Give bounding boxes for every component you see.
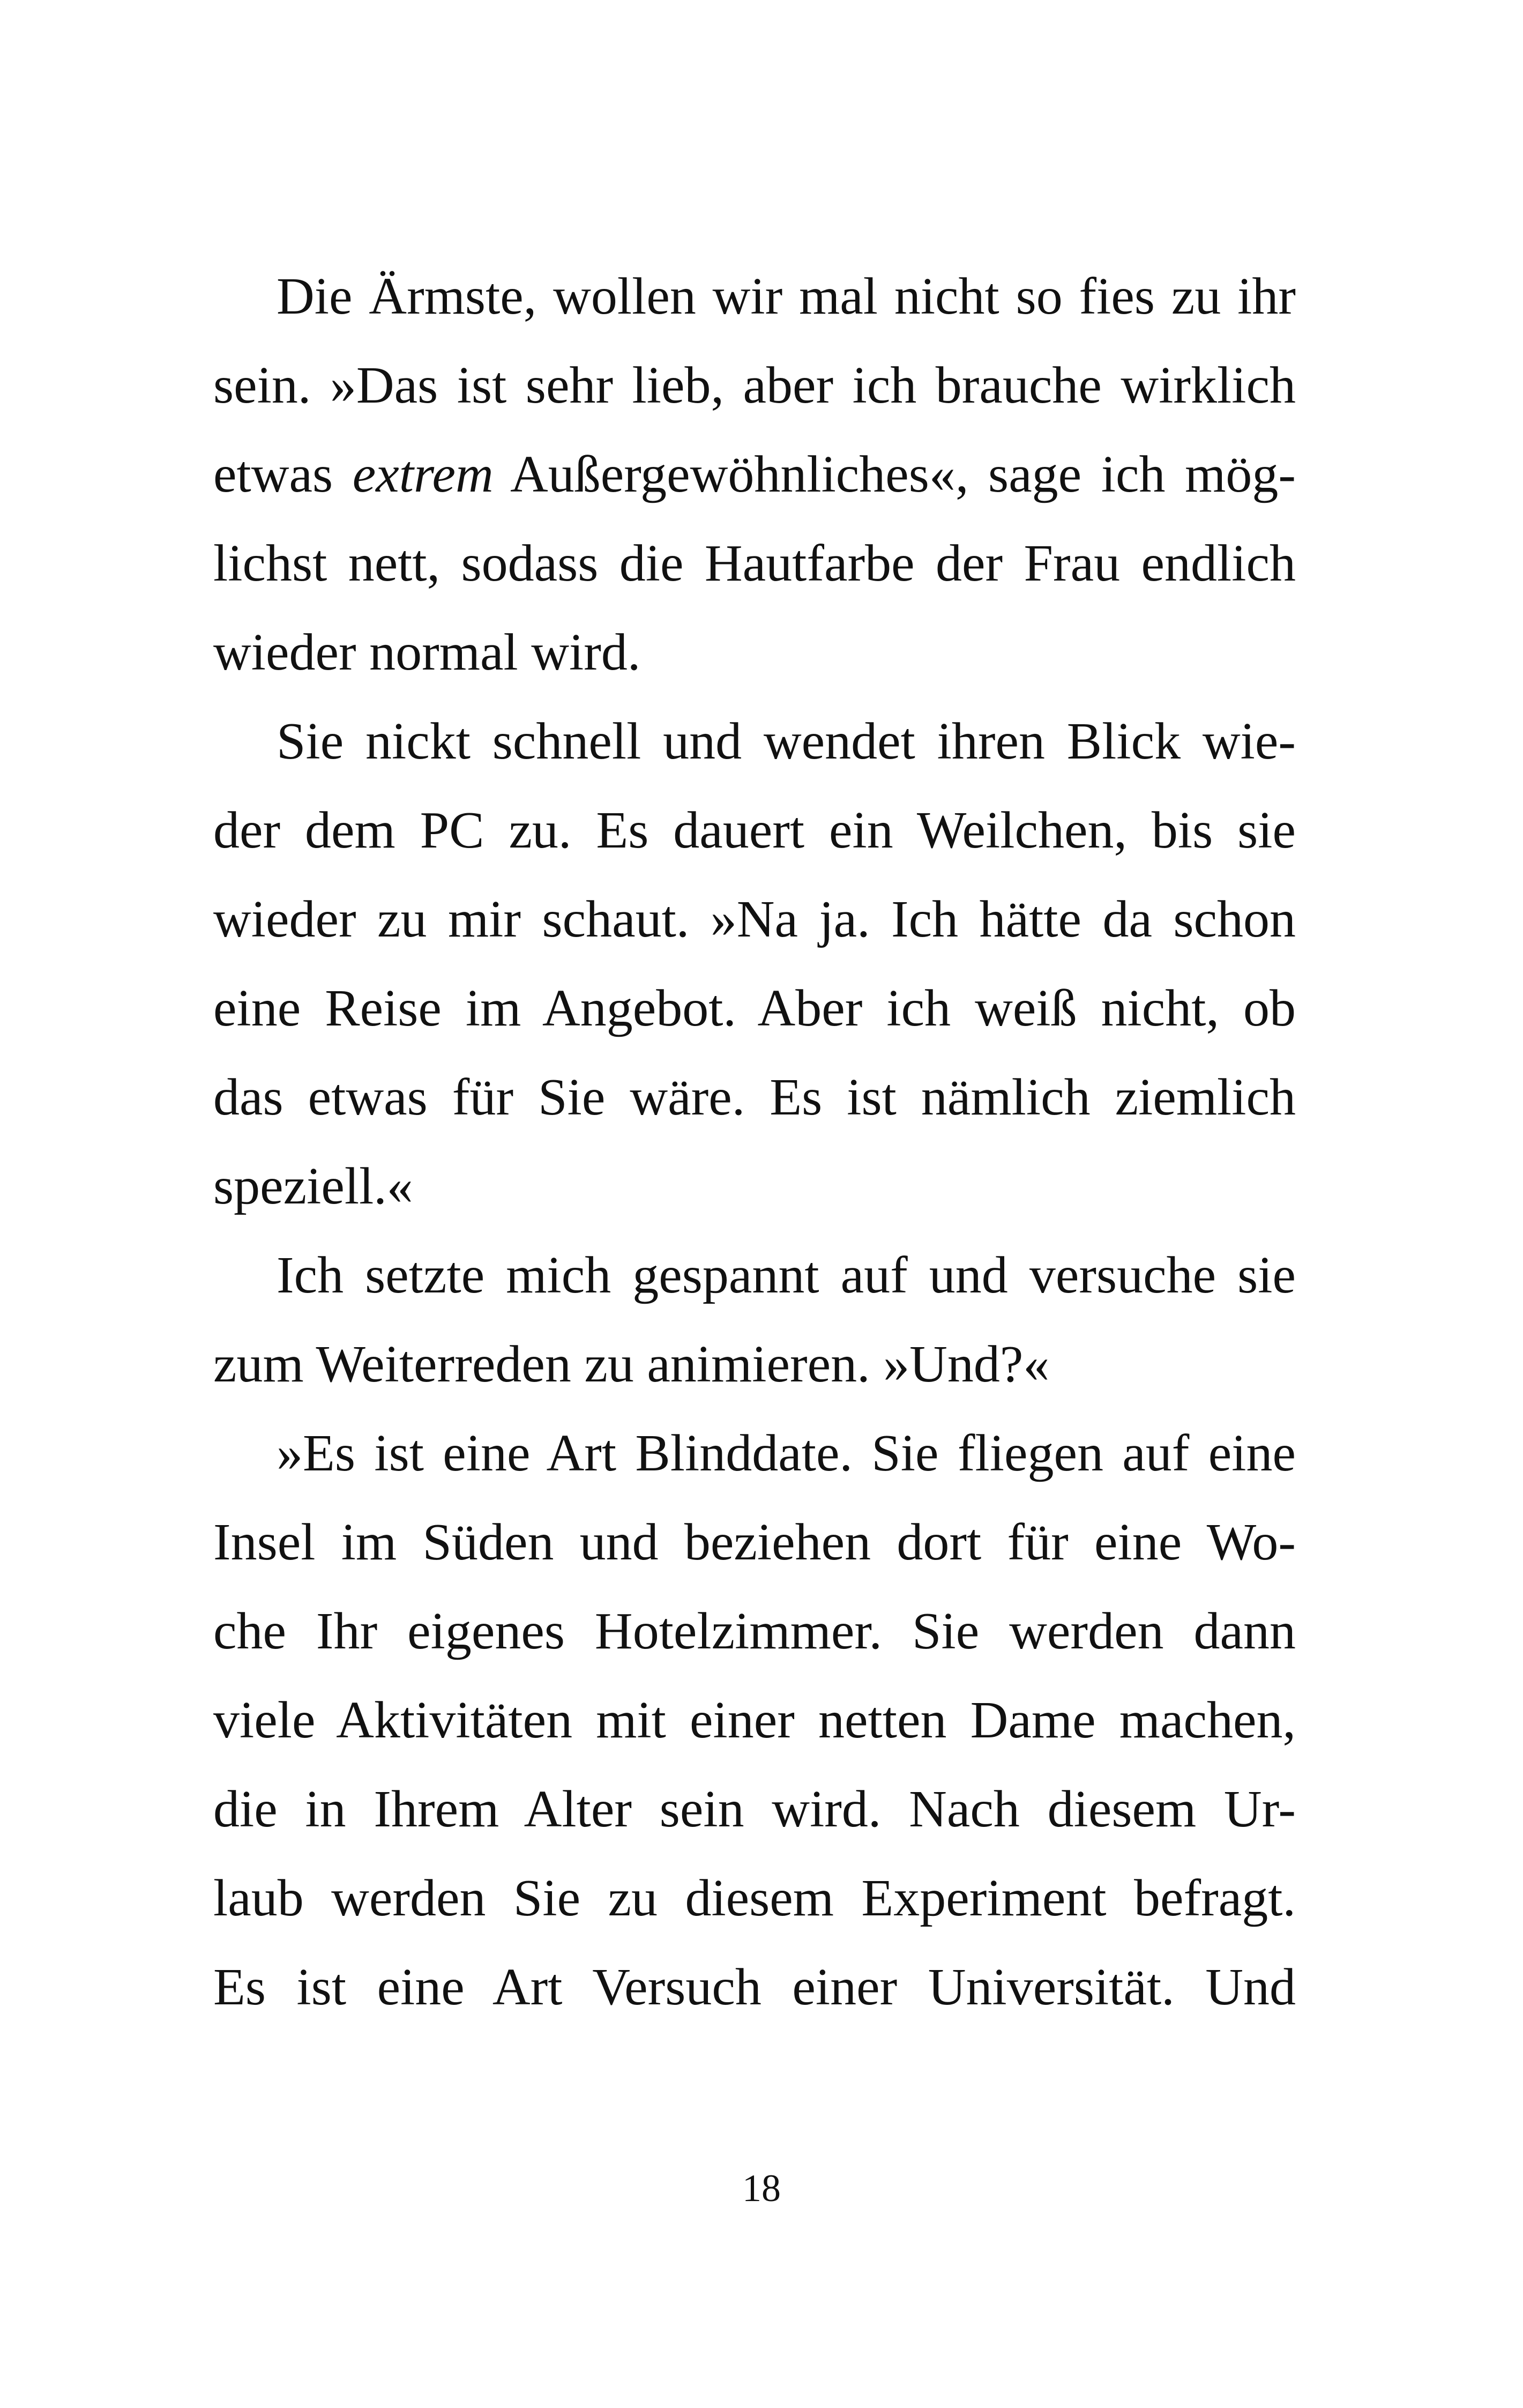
text-line: Insel im Süden und beziehen dort für eine Wo- [213,1513,1296,1571]
text-line: das etwas für Sie wäre. Es ist nämlich ziemlich [213,1068,1296,1126]
text-line [213,430,1296,519]
text-line: wieder zu mir schaut. »Na ja. Ich hätte da schon [213,890,1296,948]
text-line: viele Aktivitäten mit einer netten Dame machen, [213,1691,1296,1749]
text-line: Ich setzte mich gespannt auf und versuche sie [277,1246,1296,1304]
text-line: che Ihr eigenes Hotelzimmer. Sie werden dann [213,1602,1296,1660]
text-line: zum Weiterreden zu animieren. »Und?« [213,1335,1050,1393]
emphasized-word: extrem [352,445,494,503]
text-segment: Außergewöhnliches«, sage ich mög- [493,445,1296,503]
text-line: Die Ärmste, wollen wir mal nicht so fies zu ihr [277,267,1296,325]
text-line: eine Reise im Angebot. Aber ich weiß nicht, ob [213,979,1296,1037]
text-line: laub werden Sie zu diesem Experiment befragt. [213,1869,1296,1927]
text-line: die in Ihrem Alter sein wird. Nach diesem Ur- [213,1780,1296,1838]
text-line: Sie nickt schnell und wendet ihren Blick wie- [277,712,1296,770]
text-line: lichst nett, sodass die Hautfarbe der Frau endlich [213,534,1296,592]
text-line: Es ist eine Art Versuch einer Universität. Und [213,1958,1296,2016]
text-line: der dem PC zu. Es dauert ein Weilchen, bis sie [213,801,1296,859]
text-segment: etwas [213,445,353,503]
text-line: »Es ist eine Art Blinddate. Sie fliegen auf eine [277,1424,1296,1482]
body-text [213,252,1296,2032]
text-line: sein. »Das ist sehr lieb, aber ich brauche wirklich [213,356,1296,414]
text-line: wieder normal wird. [213,623,641,681]
text-line: speziell.« [213,1157,413,1215]
page-number: 18 [742,2167,781,2210]
